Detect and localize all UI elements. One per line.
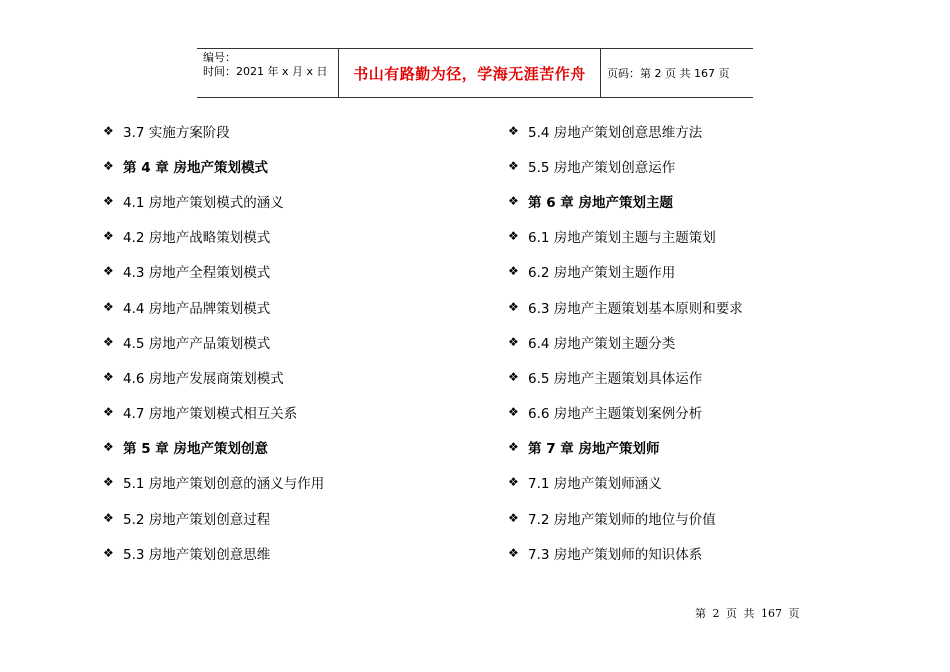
- toc-entry-text: 5.4 房地产策划创意思维方法: [528, 124, 703, 141]
- toc-entry-text: 4.3 房地产全程策划模式: [123, 265, 271, 282]
- diamond-bullet-icon: ❖: [508, 299, 519, 314]
- toc-entry: [508, 254, 743, 289]
- diamond-bullet-icon: ❖: [103, 545, 114, 560]
- toc-entry: [103, 535, 324, 570]
- toc-entry: [103, 254, 324, 289]
- diamond-bullet-icon: ❖: [508, 229, 519, 244]
- toc-entry: [103, 289, 324, 324]
- diamond-bullet-icon: ❖: [508, 405, 519, 420]
- diamond-bullet-icon: ❖: [508, 369, 519, 384]
- toc-entry-text: 4.1 房地产策划模式的涵义: [123, 194, 284, 211]
- toc-entry: [103, 395, 324, 430]
- toc-entry-text: 4.4 房地产品牌策划模式: [123, 300, 271, 317]
- toc-entry: [508, 500, 743, 535]
- page-footer: 第 2 页 共 167 页: [695, 607, 800, 620]
- diamond-bullet-icon: ❖: [508, 158, 519, 173]
- toc-entry-text: 4.2 房地产战略策划模式: [123, 230, 271, 247]
- toc-entry: [508, 465, 743, 500]
- diamond-bullet-icon: ❖: [103, 229, 114, 244]
- header-page-cell: [601, 49, 753, 97]
- toc-entry-text: 7.3 房地产策划师的知识体系: [528, 546, 703, 563]
- diamond-bullet-icon: ❖: [508, 475, 519, 490]
- toc-entry: [508, 148, 743, 183]
- diamond-bullet-icon: ❖: [508, 440, 519, 455]
- toc-chapter-heading: [103, 430, 324, 465]
- diamond-bullet-icon: ❖: [103, 369, 114, 384]
- header-meta-cell: [197, 49, 339, 97]
- toc-entry: [508, 289, 743, 324]
- toc-entry-text: 6.1 房地产策划主题与主题策划: [528, 230, 716, 247]
- page-code: 页码：第 2 页 共 167 页: [607, 67, 730, 80]
- toc-entry: [103, 183, 324, 218]
- toc-entry-text: 6.2 房地产策划主题作用: [528, 265, 676, 282]
- toc-entry: [508, 113, 743, 148]
- toc-entry-text: 6.4 房地产策划主题分类: [528, 335, 676, 352]
- header-table: [197, 48, 753, 98]
- diamond-bullet-icon: ❖: [103, 510, 114, 525]
- diamond-bullet-icon: ❖: [508, 123, 519, 138]
- toc-entry: [103, 113, 324, 148]
- toc-entry: [103, 219, 324, 254]
- diamond-bullet-icon: ❖: [508, 545, 519, 560]
- toc-entry-text: 4.7 房地产策划模式相互关系: [123, 406, 298, 423]
- diamond-bullet-icon: ❖: [103, 440, 114, 455]
- diamond-bullet-icon: ❖: [103, 158, 114, 173]
- toc-entry-text: 5.1 房地产策划创意的涵义与作用: [123, 476, 325, 493]
- diamond-bullet-icon: ❖: [508, 510, 519, 525]
- toc-entry-text: 第 5 章 房地产策划创意: [123, 441, 268, 458]
- toc-entry-text: 7.2 房地产策划师的地位与价值: [528, 511, 716, 528]
- toc-entry-text: 4.5 房地产产品策划模式: [123, 335, 271, 352]
- diamond-bullet-icon: ❖: [103, 193, 114, 208]
- diamond-bullet-icon: ❖: [103, 475, 114, 490]
- diamond-bullet-icon: ❖: [508, 334, 519, 349]
- time-label: 时间：2021 年 x 月 x 日: [203, 65, 328, 78]
- number-label: 编号：: [203, 51, 236, 64]
- toc-chapter-heading: [508, 430, 743, 465]
- toc-entry: [508, 324, 743, 359]
- toc-chapter-heading: [103, 148, 324, 183]
- toc-entry-text: 第 4 章 房地产策划模式: [123, 159, 268, 176]
- toc-entry-text: 5.5 房地产策划创意运作: [528, 159, 676, 176]
- toc-entry: [508, 395, 743, 430]
- toc-left-column: [103, 113, 324, 570]
- toc-entry: [103, 324, 324, 359]
- diamond-bullet-icon: ❖: [103, 405, 114, 420]
- toc-entry-text: 6.3 房地产主题策划基本原则和要求: [528, 300, 743, 317]
- diamond-bullet-icon: ❖: [508, 193, 519, 208]
- diamond-bullet-icon: ❖: [103, 264, 114, 279]
- toc-entry-text: 5.2 房地产策划创意过程: [123, 511, 271, 528]
- toc-entry: [508, 219, 743, 254]
- diamond-bullet-icon: ❖: [103, 123, 114, 138]
- motto-text: 书山有路勤为径，学海无涯苦作舟: [353, 64, 586, 83]
- diamond-bullet-icon: ❖: [508, 264, 519, 279]
- toc-entry-text: 5.3 房地产策划创意思维: [123, 546, 271, 563]
- toc-entry: [508, 535, 743, 570]
- toc-entry-text: 第 7 章 房地产策划师: [528, 441, 660, 458]
- toc-entry: [508, 359, 743, 394]
- header-motto-cell: [339, 49, 601, 97]
- toc-entry-text: 4.6 房地产发展商策划模式: [123, 370, 284, 387]
- toc-chapter-heading: [508, 183, 743, 218]
- diamond-bullet-icon: ❖: [103, 334, 114, 349]
- toc-entry-text: 6.6 房地产主题策划案例分析: [528, 406, 703, 423]
- toc-entry-text: 7.1 房地产策划师涵义: [528, 476, 662, 493]
- toc-entry-text: 3.7 实施方案阶段: [123, 124, 230, 141]
- toc-entry-text: 第 6 章 房地产策划主题: [528, 194, 673, 211]
- toc-entry: [103, 465, 324, 500]
- toc-entry-text: 6.5 房地产主题策划具体运作: [528, 370, 703, 387]
- toc-entry: [103, 500, 324, 535]
- toc-entry: [103, 359, 324, 394]
- diamond-bullet-icon: ❖: [103, 299, 114, 314]
- toc-right-column: [508, 113, 743, 570]
